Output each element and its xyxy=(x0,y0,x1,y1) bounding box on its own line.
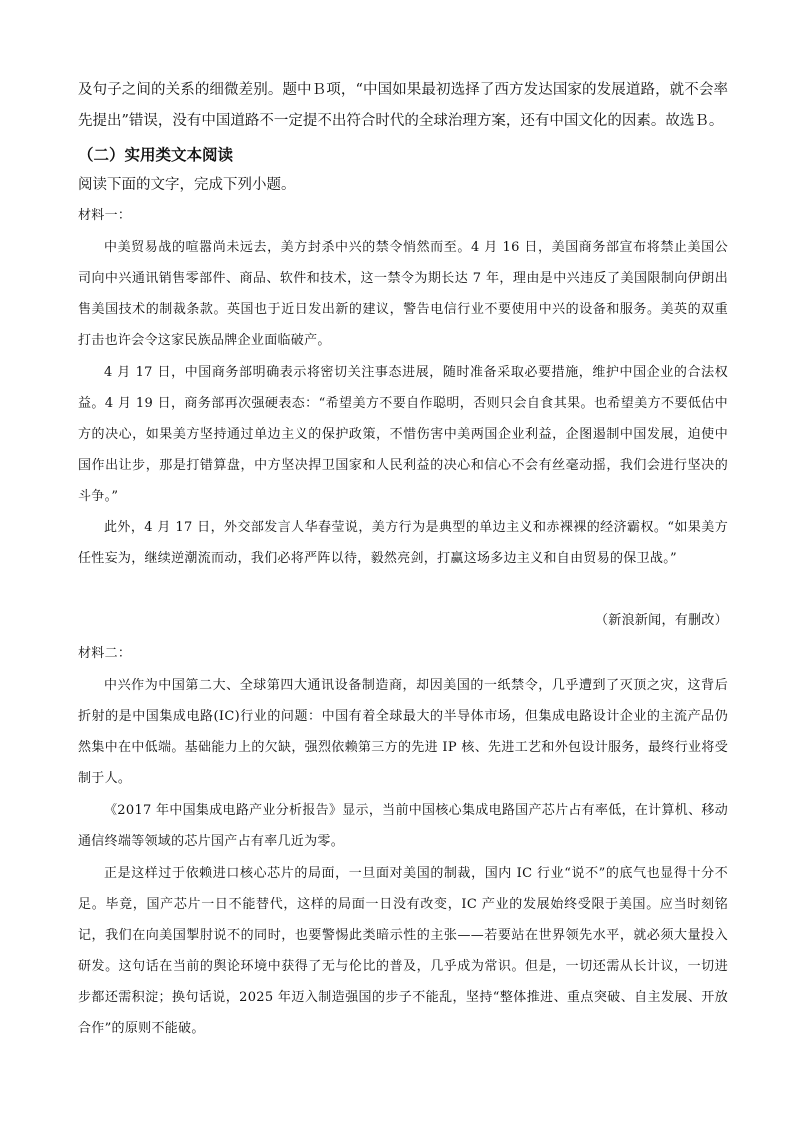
material1-source: （新浪新闻，有删改） xyxy=(594,613,728,628)
material2-paragraph-1: 中兴作为中国第二大、全球第四大通讯设备制造商，却因美国的一纸禁令，几乎遭到了灭顶之灾，这背后折射的是中国集成电路(IC)行业的问题：中国有着全球最大的半导体市场，但集成电路设计企业的主流产品仍然集中在中低端。基础能力上的欠缺，强烈依赖第三方的先进 IP 核、先进工艺和外包设计服务，最终行业将受制于人。 xyxy=(78,678,728,786)
material2-paragraph-3: 正是这样过于依赖进口核心芯片的局面，一旦面对美国的制裁，国内 IC 行业“说不”的底气也显得十分不足。毕竟，国产芯片一日不能替代，这样的局面一日没有改变，IC 产业的发展始终受限于美国。应当时刻铭记，我们在向美国掣肘说不的同时，也要警惕此类暗示性的主张——若要站在世界领先水平，就必须大量投入研发。这句话在当前的舆论环境中获得了无与伦比的普及，几乎成为常识。但是，一切还需从长计议，一切进步都还需积淀；换句话说，2025 年迈入制造强国的步子不能乱，坚持“整体推进、重点突破、自主发展、开放合作”的原则不能破。 xyxy=(78,866,728,1036)
material1-paragraph-3: 此外，4 月 17 日，外交部发言人华春莹说，美方行为是典型的单边主义和赤裸裸的经济霸权。“如果美方任性妄为，继续逆潮流而动，我们必将严阵以待，毅然亮剑，打赢这场多边主义和自由贸易的保卫战。” xyxy=(78,520,728,566)
material1-paragraph-2: 4 月 17 日，中国商务部明确表示将密切关注事态进展，随时准备采取必要措施，维护中国企业的合法权益。4 月 19 日，商务部再次强硬表态：“希望美方不要自作聪明，否则只会自食其果。也希望美方不要低估中方的决心，如果美方坚持通过单边主义的保护政策，不惜伤害中美两国企业利益，企图遏制中国发展，迫使中国作出让步，那是打错算盘，中方坚决捍卫国家和人民利益的决心和信心不会有丝毫动摇，我们会进行坚决的斗争。” xyxy=(78,365,728,504)
top-paragraph: 及句子之间的关系的细微差别。题中Ｂ项，“中国如果最初选择了西方发达国家的发展道路，就不会率先提出”错误，没有中国道路不一定提不出符合时代的全球治理方案，还有中国文化的因素。故选Ｂ。 xyxy=(78,82,728,129)
instruction-text: 阅读下面的文字，完成下列小题。 xyxy=(78,177,296,193)
section-heading: （二）实用类文本阅读 xyxy=(78,146,234,164)
material2-label: 材料二： xyxy=(78,646,132,661)
material1-paragraph-1: 中美贸易战的喧嚣尚未远去，美方封杀中兴的禁令悄然而至。4 月 16 日，美国商务部宣布将禁止美国公司向中兴通讯销售零部件、商品、软件和技术，这一禁令为期长达 7 年，理由是中兴违反了美国限制向伊朗出售美国技术的制裁条款。英国也于近日发出新的建议，警告电信行业不要使用中兴的设备和服务。美英的双重打击也许会令这家民族品牌企业面临破产。 xyxy=(78,240,728,348)
material2-paragraph-2: 《2017 年中国集成电路产业分析报告》显示，当前中国核心集成电路国产芯片占有率低，在计算机、移动通信终端等领域的芯片国产占有率几近为零。 xyxy=(78,803,728,849)
material1-label: 材料一： xyxy=(78,208,132,223)
